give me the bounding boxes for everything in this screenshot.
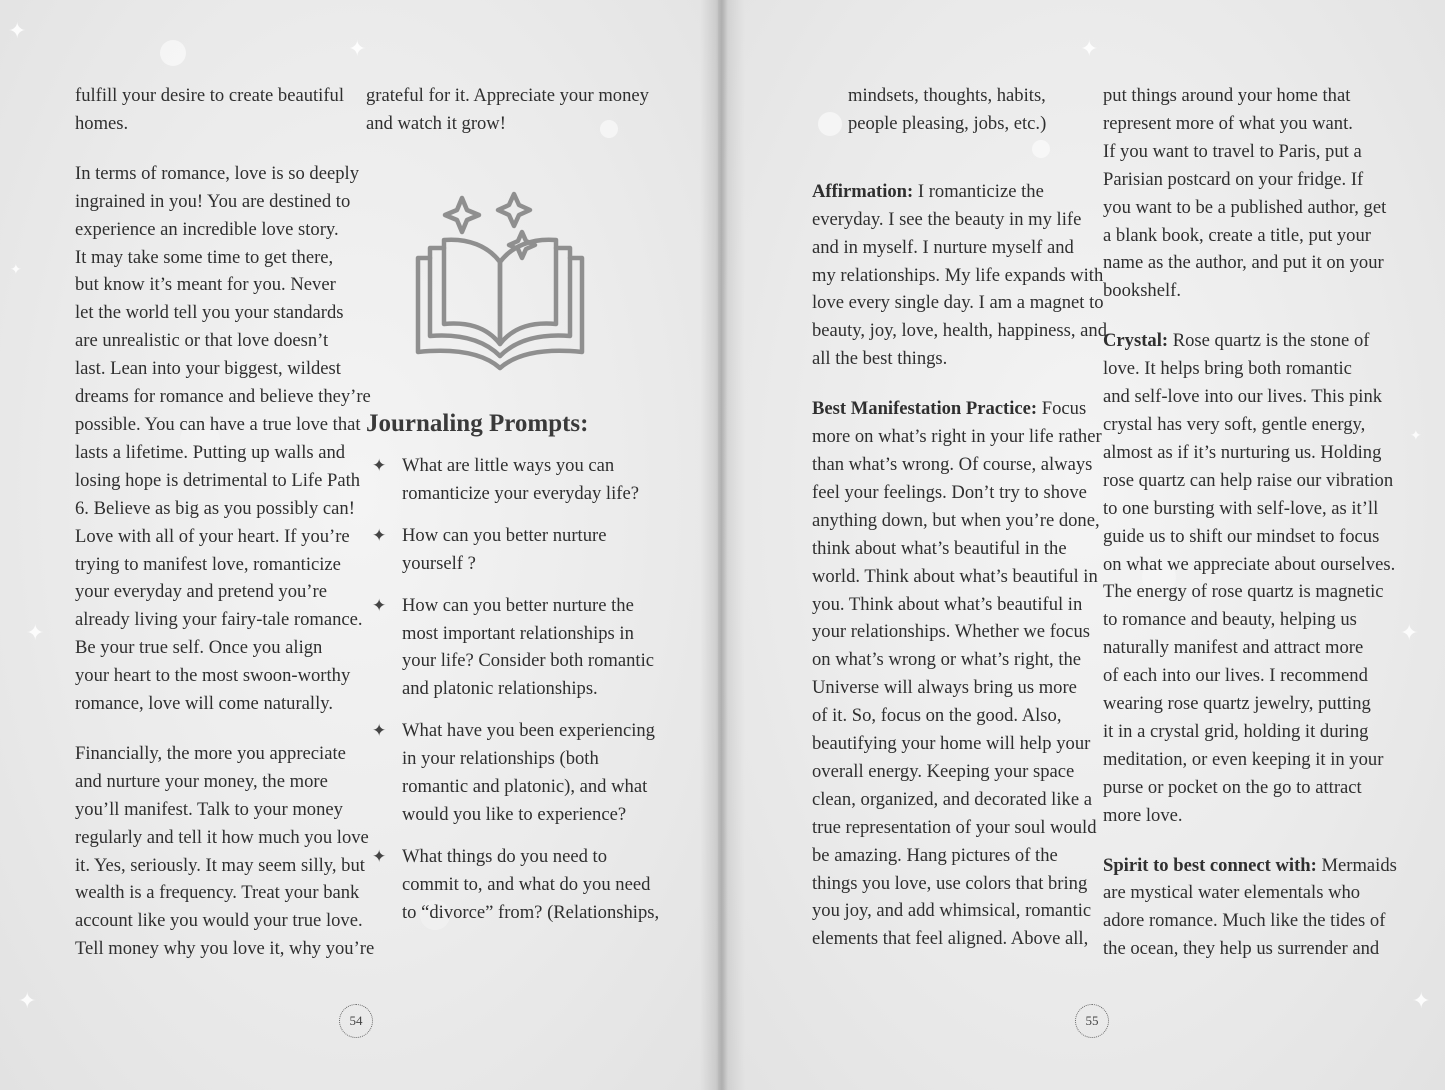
text-line: it in a crystal grid, holding it during bbox=[1103, 720, 1369, 742]
text-line: to romance and beauty, helping us bbox=[1103, 609, 1357, 631]
text-line: everyday. I see the beauty in my life bbox=[812, 208, 1082, 230]
four-point-star-icon: ✦ bbox=[372, 846, 387, 866]
text-line: romance, love will come naturally. bbox=[75, 693, 333, 715]
text-fragment: Rose quartz is the stone of bbox=[1168, 330, 1370, 352]
text-line bbox=[812, 178, 1087, 206]
crystal-paragraph bbox=[1103, 327, 1396, 829]
text-line: name as the author, and put it on your bbox=[1103, 252, 1384, 274]
text-line: on what we appreciate about ourselves. bbox=[1103, 553, 1396, 575]
text-line: let the world tell you your standards bbox=[75, 302, 344, 324]
text-line: think about what’s beautiful in the bbox=[812, 537, 1067, 559]
text-line: If you want to travel to Paris, put a bbox=[1103, 140, 1362, 162]
text-line: yourself ? bbox=[402, 552, 476, 574]
text-line: It may take some time to get there, bbox=[75, 246, 334, 268]
text-line: grateful for it. Appreciate your money bbox=[366, 85, 649, 106]
text-line: trying to manifest love, romanticize bbox=[75, 553, 341, 575]
text-line: would you like to experience? bbox=[402, 803, 627, 825]
text-line: you. Think about what’s beautiful in bbox=[812, 593, 1083, 615]
text-line: losing hope is detrimental to Life Path bbox=[75, 469, 361, 491]
journaling-prompts-list bbox=[372, 452, 660, 941]
text-line: experience an incredible love story. bbox=[75, 218, 339, 240]
text-line: your everyday and pretend you’re bbox=[75, 581, 327, 603]
four-point-star-icon: ✦ bbox=[372, 721, 387, 741]
text-line: on what’s wrong or what’s right, the bbox=[812, 649, 1082, 671]
text-line: ingrained in you! You are destined to bbox=[75, 190, 351, 212]
text-line bbox=[812, 395, 1087, 423]
text-line bbox=[1103, 327, 1393, 355]
text-line: regularly and tell it how much you love bbox=[75, 826, 369, 848]
paragraph bbox=[75, 740, 375, 963]
text-line: are unrealistic or that love doesn’t bbox=[75, 330, 329, 352]
text-fragment: Focus bbox=[1037, 398, 1087, 420]
text-line: mindsets, thoughts, habits, bbox=[848, 85, 1046, 106]
text-line: Universe will always bring us more bbox=[812, 677, 1077, 699]
text-line: already living your fairy-tale romance. bbox=[75, 609, 363, 631]
text-line: put things around your home that bbox=[1103, 85, 1351, 106]
text-line: but know it’s meant for you. Never bbox=[75, 274, 336, 296]
text-line: represent more of what you want. bbox=[1103, 112, 1353, 134]
left-column-1 bbox=[75, 82, 375, 985]
text-line: and platonic relationships. bbox=[402, 678, 598, 700]
left-column-2 bbox=[366, 82, 656, 160]
prompt-item bbox=[372, 843, 660, 927]
sparkle-icon: ✦ bbox=[348, 36, 367, 61]
paragraph bbox=[366, 82, 656, 138]
practice-label: Best Manifestation Practice: bbox=[812, 398, 1038, 420]
text-line: overall energy. Keeping your space bbox=[812, 760, 1075, 782]
text-fragment: Mermaids bbox=[1316, 854, 1397, 876]
text-line: adore romance. Much like the tides of bbox=[1103, 910, 1386, 932]
text-line: beautifying your home will help your bbox=[812, 733, 1091, 755]
manifestation-practice-paragraph bbox=[812, 395, 1102, 953]
paragraph bbox=[812, 82, 1087, 138]
spirit-label: Spirit to best connect with: bbox=[1103, 854, 1317, 876]
text-line: true representation of your soul would bbox=[812, 816, 1097, 838]
sparkle-icon: ✦ bbox=[1400, 620, 1419, 645]
paragraph bbox=[1103, 82, 1393, 305]
sparkle-icon: ✦ bbox=[1080, 36, 1099, 61]
text-line: beauty, joy, love, health, happiness, and bbox=[812, 320, 1108, 342]
text-line: and in myself. I nurture myself and bbox=[812, 236, 1074, 258]
text-line: commit to, and what do you need bbox=[402, 873, 651, 895]
text-line: wearing rose quartz jewelry, putting bbox=[1103, 693, 1371, 715]
page-number: 55 bbox=[1075, 1004, 1109, 1038]
affirmation-paragraph bbox=[812, 178, 1108, 373]
text-line: and self-love into our lives. This pink bbox=[1103, 386, 1383, 408]
text-line: and nurture your money, the more bbox=[75, 770, 328, 792]
crystal-label: Crystal: bbox=[1103, 330, 1169, 352]
text-line: purse or pocket on the go to attract bbox=[1103, 776, 1362, 798]
text-line: lasts a lifetime. Putting up walls and bbox=[75, 441, 346, 463]
text-line: world. Think about what’s beautiful in bbox=[812, 565, 1098, 587]
text-line: your relationships. Whether we focus bbox=[812, 621, 1090, 643]
prompt-item bbox=[372, 522, 652, 578]
text-line: almost as if it’s nurturing us. Holding bbox=[1103, 441, 1382, 463]
text-line: to one bursting with self-love, as it’ll bbox=[1103, 497, 1379, 519]
text-line: Tell money why you love it, why you’re bbox=[75, 938, 375, 960]
text-line: your heart to the most swoon-worthy bbox=[75, 665, 351, 687]
text-line: crystal has very soft, gentle energy, bbox=[1103, 413, 1366, 435]
text-line: wealth is a frequency. Treat your bank bbox=[75, 882, 360, 904]
sparkle-icon: ✦ bbox=[10, 263, 22, 278]
text-line: and watch it grow! bbox=[366, 112, 506, 134]
prompt-item bbox=[372, 592, 652, 704]
text-line: anything down, but when you’re done, bbox=[812, 509, 1100, 531]
text-line: Financially, the more you appreciate bbox=[75, 742, 346, 764]
affirmation-label: Affirmation: bbox=[812, 180, 914, 202]
text-line: love. It helps bring both romantic bbox=[1103, 358, 1352, 380]
right-column-2 bbox=[1103, 82, 1397, 985]
open-book-with-sparkles-icon bbox=[410, 188, 590, 378]
text-line: my relationships. My life expands with bbox=[812, 264, 1104, 286]
text-line: all the best things. bbox=[812, 348, 948, 370]
spirit-paragraph bbox=[1103, 852, 1397, 964]
sparkle-icon: ✦ bbox=[1412, 988, 1431, 1013]
four-point-star-icon: ✦ bbox=[372, 595, 387, 615]
page-number: 54 bbox=[339, 1004, 373, 1038]
sparkle-icon: ✦ bbox=[26, 620, 45, 645]
text-line: What are little ways you can bbox=[402, 455, 615, 476]
bokeh-dot bbox=[160, 40, 186, 66]
text-line: possible. You can have a true love that bbox=[75, 413, 361, 435]
four-point-star-icon: ✦ bbox=[372, 525, 387, 545]
text-line: clean, organized, and decorated like a bbox=[812, 788, 1092, 810]
text-line: homes. bbox=[75, 112, 129, 134]
text-line: are mystical water elementals who bbox=[1103, 882, 1361, 904]
sparkle-icon: ✦ bbox=[8, 18, 27, 43]
text-line: elements that feel aligned. Above all, bbox=[812, 928, 1089, 950]
text-line: be amazing. Hang pictures of the bbox=[812, 844, 1058, 866]
text-line: rose quartz can help raise our vibration bbox=[1103, 469, 1394, 491]
text-line: Parisian postcard on your fridge. If bbox=[1103, 168, 1364, 190]
text-line: love every single day. I am a magnet to bbox=[812, 292, 1104, 314]
text-line: In terms of romance, love is so deeply bbox=[75, 162, 359, 184]
four-point-star-icon: ✦ bbox=[372, 456, 387, 475]
paragraph bbox=[75, 82, 350, 138]
text-line: you joy, and add whimsical, romantic bbox=[812, 900, 1092, 922]
text-line: to “divorce” from? (Relationships, bbox=[402, 901, 660, 923]
prompt-item bbox=[372, 717, 655, 829]
text-line: How can you better nurture bbox=[402, 524, 607, 546]
prompt-item bbox=[372, 452, 652, 508]
text-fragment: I romanticize the bbox=[913, 180, 1044, 202]
text-line: How can you better nurture the bbox=[402, 594, 634, 616]
text-line: of each into our lives. I recommend bbox=[1103, 665, 1368, 687]
text-line: of it. So, focus on the good. Also, bbox=[812, 705, 1062, 727]
journaling-prompts-heading: Journaling Prompts: bbox=[366, 410, 589, 437]
text-line: fulfill your desire to create beautiful bbox=[75, 85, 344, 106]
text-line: a blank book, create a title, put your bbox=[1103, 224, 1371, 246]
text-line: The energy of rose quartz is magnetic bbox=[1103, 581, 1384, 603]
text-line: Love with all of your heart. If you’re bbox=[75, 525, 350, 547]
text-line: naturally manifest and attract more bbox=[1103, 637, 1364, 659]
paragraph bbox=[75, 160, 371, 718]
text-line: last. Lean into your biggest, wildest bbox=[75, 358, 341, 380]
text-line: What have you been experiencing bbox=[402, 720, 655, 742]
text-line: What things do you need to bbox=[402, 845, 608, 867]
text-line: guide us to shift our mindset to focus bbox=[1103, 525, 1380, 547]
text-line bbox=[1103, 852, 1397, 880]
text-line: than what’s wrong. Of course, always bbox=[812, 453, 1093, 475]
text-line: 6. Believe as big as you possibly can! bbox=[75, 497, 355, 519]
text-line: romantic and platonic), and what bbox=[402, 776, 648, 798]
text-line: it. Yes, seriously. It may seem silly, but bbox=[75, 854, 365, 876]
sparkle-icon: ✦ bbox=[1410, 429, 1422, 444]
text-line: the ocean, they help us surrender and bbox=[1103, 938, 1380, 960]
sparkle-icon: ✦ bbox=[18, 988, 37, 1013]
text-line: romanticize your everyday life? bbox=[402, 482, 639, 504]
right-column-1 bbox=[812, 82, 1108, 975]
text-line: bookshelf. bbox=[1103, 280, 1181, 302]
text-line: feel your feelings. Don’t try to shove bbox=[812, 481, 1087, 503]
text-line: in your relationships (both bbox=[402, 748, 599, 770]
text-line: your life? Consider both romantic bbox=[402, 650, 654, 672]
text-line: more love. bbox=[1103, 804, 1183, 826]
text-line: dreams for romance and believe they’re bbox=[75, 386, 371, 408]
text-line: account like you would your true love. bbox=[75, 910, 363, 932]
text-line: things you love, use colors that bring bbox=[812, 872, 1088, 894]
text-line: you’ll manifest. Talk to your money bbox=[75, 798, 343, 820]
text-line: meditation, or even keeping it in your bbox=[1103, 748, 1384, 770]
text-line: most important relationships in bbox=[402, 622, 634, 644]
text-line: Be your true self. Once you align bbox=[75, 637, 323, 659]
text-line: you want to be a published author, get bbox=[1103, 196, 1387, 218]
text-line: more on what’s right in your life rather bbox=[812, 426, 1102, 448]
text-line: people pleasing, jobs, etc.) bbox=[848, 112, 1047, 134]
